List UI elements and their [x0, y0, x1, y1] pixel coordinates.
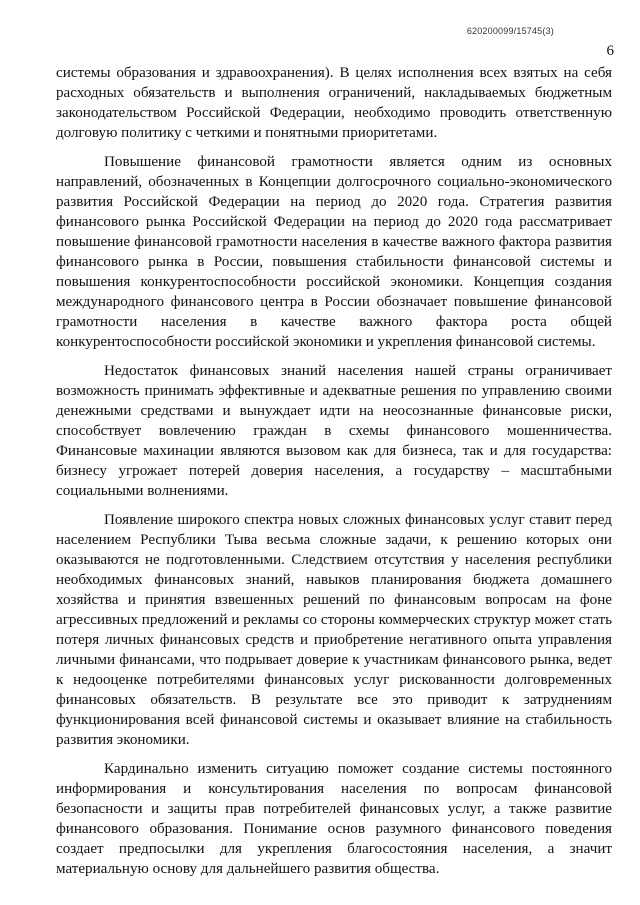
paragraph-continued: системы образования и здравоохранения). В целях исполнения всех взятых на себя расходных обязательств и выполнения ограничений, накладываемых бюджетным законодательством Российской Федерации, необходимо проводить ответственную долговую политику с четкими и понятными приоритетами.: [56, 65, 612, 141]
paragraph-new-services: Появление широкого спектра новых сложных финансовых услуг ставит перед населением Республики Тыва весьма сложные задачи, к решению которых они оказываются не подготовленными. Следствием отсутствия у населения республики необходимых финансовых знаний, навыков планирования бюджета домашнего хозяйства и принятия взвешенных решений по финансовым вопросам на фоне агрессивных предложений и рекламы со стороны коммерческих структур может стать потеря личных финансовых средств и приобретение негативного опыта управления личными финансами, что подрывает доверие к участникам финансового рынка, ведет к недооценке потребителями финансовых услуг рискованности долговременных финансовых обязательств. В результате все это приводит к затруднениям функционирования всей финансовой системы и оказывает влияние на стабильность развития экономики.: [56, 512, 612, 748]
paragraph-lack-of-knowledge: Недостаток финансовых знаний населения нашей страны ограничивает возможность принимать эффективные и адекватные решения по управлению своими денежными средствами и вынуждает идти на неосознанные финансовые риски, способствует вовлечению граждан в схемы финансового мошенничества. Финансовые махинации являются вызовом как для бизнеса, так и для государства: бизнесу угрожает потерей доверия населения, а государству – масштабными социальными волнениями.: [56, 363, 612, 499]
paragraph-change-situation: Кардинально изменить ситуацию поможет создание системы постоянного информирования и консультирования населения по вопросам финансовой безопасности и защиты прав потребителей финансовых услуг, а также развитие финансового образования. Понимание основ разумного финансового поведения создает предпосылки для укрепления благосостояния населения, а значит материальную основу для дальнейшего развития общества.: [56, 761, 612, 877]
paragraph-financial-literacy: Повышение финансовой грамотности является одним из основных направлений, обозначенных в Концепции долгосрочного социально-экономического развития Российской Федерации на период до 2020 года. Стратегия развития финансового рынка Российской Федерации на период до 2020 года рассматривает повышение финансовой грамотности населения в качестве важного фактора развития финансового рынка в России, повышения стабильности финансовой системы и повышения конкурентоспособности российской экономики. Концепция создания международного финансового центра в России обозначает повышение финансовой грамотности населения в качестве важного фактора роста общей конкурентоспособности российской экономики и укрепления финансовой системы.: [56, 154, 612, 350]
document-id: 620200099/15745(3): [466, 26, 554, 36]
document-body: [56, 63, 612, 888]
page-number: 6: [606, 43, 614, 59]
